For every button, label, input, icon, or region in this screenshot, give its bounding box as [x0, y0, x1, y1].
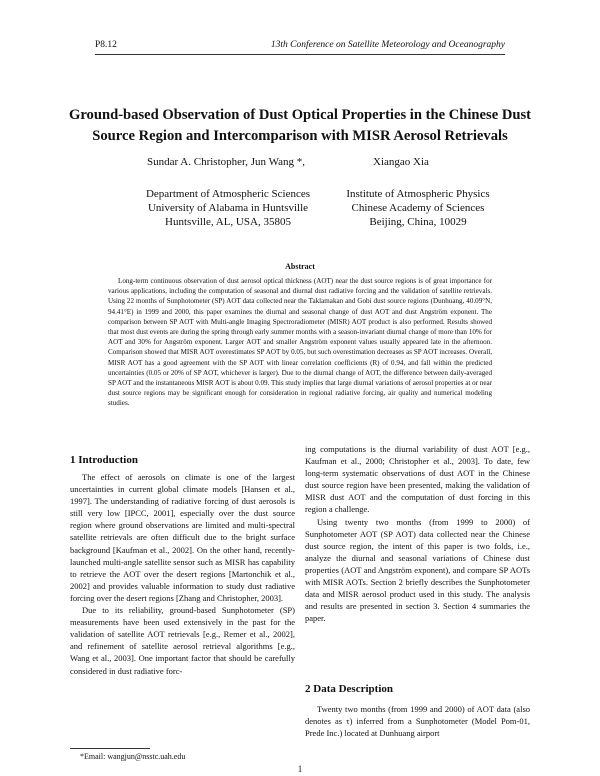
- abstract-heading: Abstract: [285, 262, 315, 271]
- section-1-heading: 1 Introduction: [70, 454, 138, 466]
- abstract-text: Long-term continuous observation of dust aerosol optical thickness (AOT) near the dust source regions is of great importance for various applications, including the computation of seasonal and diurnal dust radiative forcing and the validation of satellite retrievals. Using 22 months of Sunphotometer (SP) AOT data collected near the Taklamakan and Gobi dust source regions (Dunhuang, 40.09°N, 94.41°E) in 1999 and 2000, this paper examines the diurnal and seasonal change of dust AOT and dust Angström exponent. The comparison between SP AOT with Multi-angle Imaging Spectroradiometer (MISR) AOT product is also performed. Results showed that most dust events are during the spring through early summer months with a season-invariant diurnal change of more than 10% for AOT and 30% for Angström exponent. Larger AOT and smaller Angström exponent values usually appeared late in the afternoon. Comparison showed that MISR AOT overestimates SP AOT by 0.05, but such overestimation decreases as SP AOT increases. Overall, MISR AOT has a good agreement with the SP AOT with linear correlation coefficients (R) of 0.94, and fall within the predicted uncertainties (0.05 or 20% of SP AOT, whichever is larger). Due to the diurnal change of AOT, the difference between daily-averaged SP AOT and the instantaneous MISR AOT is about 0.09. This study implies that large diurnal variations of aerosol properties at or near dust source regions may be significant enough for consideration in regional radiative forcing, air quality and numerical modeling studies.: [108, 277, 492, 408]
- intro-paragraph-3: ing computations is the diurnal variability of dust AOT [e.g., Kaufman et al., 2000; Christopher et al., 2003]. To date, few long-term systematic observations of dust AOT in the Chinese dust source region have been presented, making the validation of MISR dust AOT and the computation of dust forcing in this region a challenge.: [305, 444, 530, 515]
- affiliation-line: Huntsville, AL, USA, 35805: [165, 216, 291, 228]
- authors-left: Sundar A. Christopher, Jun Wang *,: [147, 156, 305, 168]
- intro-paragraph-4: Using twenty two months (from 1999 to 2000) of Sunphotometer AOT (SP AOT) data collected near the Chinese dust source region, the intent of this paper is two folds, i.e., analyze the diurnal and seasonal variations of Chinese dust properties (AOT and Angström exponent), and compare SP AOTs with MISR AOTs. Section 2 briefly describes the Sunphotometer data and MISR aerosol product used in this study. The analysis and results are presented in section 3. Section 4 summaries the paper.: [305, 516, 530, 624]
- footnote: *Email: wangjun@nsstc.uah.edu: [80, 752, 186, 761]
- authors-right: Xiangao Xia: [373, 156, 429, 168]
- data-paragraph-1: Twenty two months (from 1999 and 2000) of AOT data (also denotes as τ) inferred from a Sunphotometer (Model Pom-01, Prede Inc.) located at Dunhuang airport: [305, 704, 530, 739]
- affiliation-left: [118, 187, 338, 229]
- affiliation-line: Beijing, China, 10029: [369, 216, 467, 228]
- section-2-heading: 2 Data Description: [305, 683, 393, 695]
- intro-paragraph-1: The effect of aerosols on climate is one of the largest uncertainties in current global climate models [Hansen et al., 1997]. The understanding of radiative forcing of dust aerosols is still very low [IPCC, 2001], especially over the dust source region where ground observations are limited and multi-spectral satellite retrievals are often difficult due to the bright surface background [Kaufman et al., 2002]. On the other hand, recently-launched multi-angle satellite sensor such as MISR has capability to retrieve the AOT over the desert regions [Martonchik et al., 2002] and provides valuable information to study dust radiative forcing over the desert regions [Zhang and Christopher, 2003].: [70, 472, 295, 603]
- title-line-2: Source Region and Intercomparison with MISR Aerosol Retrievals: [92, 128, 508, 144]
- affiliation-line: University of Alabama in Huntsville: [147, 202, 309, 214]
- abstract-body: [108, 276, 492, 409]
- left-column: [70, 471, 295, 677]
- affiliation-line: Chinese Academy of Sciences: [351, 202, 485, 214]
- right-column: [305, 443, 530, 624]
- paper-title: [60, 105, 540, 147]
- paper-id: P8.12: [95, 40, 117, 50]
- footnote-rule: [70, 748, 150, 749]
- data-description-column: [305, 703, 530, 739]
- conference-name: 13th Conference on Satellite Meteorology and Oceanography: [270, 40, 505, 50]
- header-rule: [95, 54, 505, 55]
- affiliation-right: [318, 187, 518, 229]
- title-line-1: Ground-based Observation of Dust Optical Properties in the Chinese Dust: [68, 107, 532, 123]
- intro-paragraph-2: Due to its reliability, ground-based Sunphotometer (SP) measurements have been used extensively in the past for the validation of satellite AOT retrievals [e.g., Remer et al., 2002], and refinement of satellite aerosol retrieval algorithms [e.g., Wang et al., 2003]. One important factor that should be carefully considered in dust radiative forc-: [70, 605, 295, 676]
- affiliation-line: Department of Atmospheric Sciences: [145, 188, 311, 200]
- affiliation-line: Institute of Atmospheric Physics: [346, 188, 490, 200]
- page-number: 1: [297, 764, 303, 774]
